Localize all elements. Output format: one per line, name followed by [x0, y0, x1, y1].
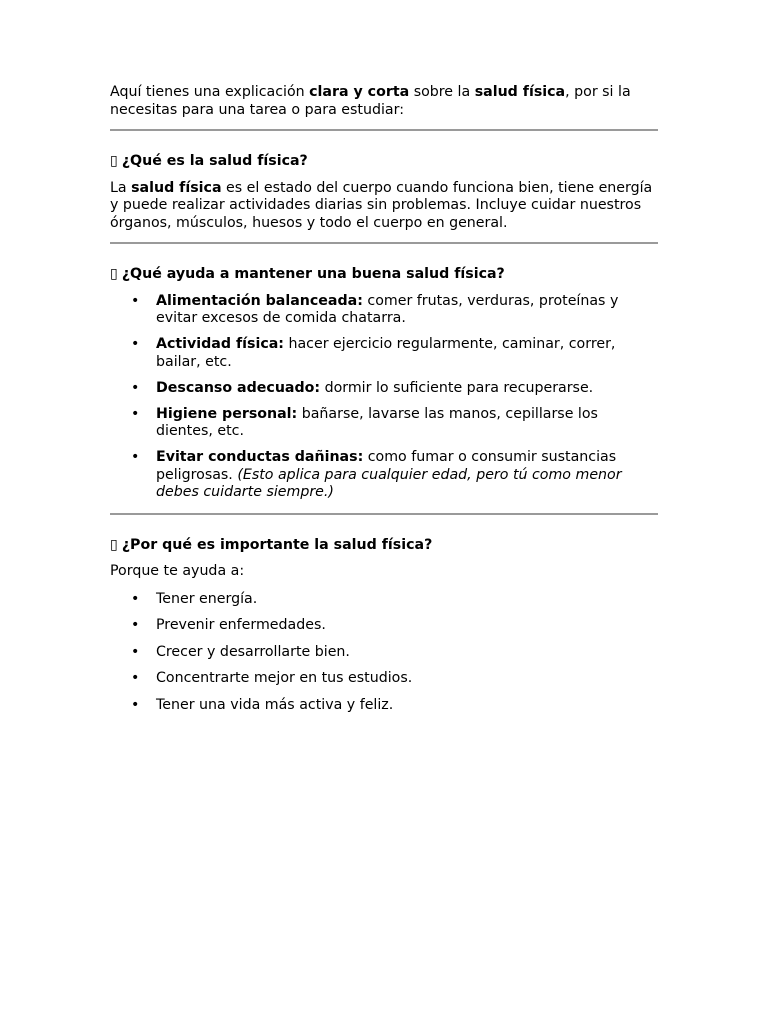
list-item: [110, 617, 658, 635]
divider: [110, 129, 658, 131]
definition-paragraph: [110, 180, 658, 233]
definition-text-1: La: [110, 179, 132, 196]
section-heading-what-is: [110, 153, 658, 171]
document-page: [110, 84, 658, 723]
missing-glyph-icon: ▯: [110, 266, 118, 282]
section-title: ¿Qué ayuda a mantener una buena salud física?: [121, 266, 505, 282]
section-heading-importance: [110, 537, 658, 555]
list-item: [110, 380, 658, 398]
list-item: [110, 449, 658, 502]
intro-text-1: Aquí tienes una explicación: [110, 84, 310, 100]
bullet-icon: •: [131, 449, 140, 465]
bullet-icon: •: [131, 590, 140, 607]
section-heading-maintain: [110, 266, 658, 284]
bullet-icon: •: [131, 292, 140, 309]
divider: [110, 242, 658, 244]
item-text: comer frutas, verduras, proteínas y evitar excesos de comida chatarra.: [156, 292, 619, 326]
missing-glyph-icon: ▯: [110, 153, 118, 169]
intro-bold-1: clara y corta: [309, 84, 410, 100]
section-title: ¿Por qué es importante la salud física?: [121, 536, 433, 553]
bullet-icon: •: [131, 336, 140, 352]
list-item: [110, 591, 658, 609]
item-text: bañarse, lavarse las manos, cepillarse los dientes, etc.: [156, 405, 598, 439]
list-item: [110, 406, 658, 441]
item-label: Evitar conductas dañinas:: [156, 449, 364, 465]
bullet-icon: •: [131, 643, 140, 660]
benefits-list: [110, 591, 658, 715]
item-label: Higiene personal:: [156, 405, 298, 422]
item-text: dormir lo suficiente para recuperarse.: [320, 379, 594, 396]
intro-bold-2: salud física: [474, 84, 566, 100]
section-title: ¿Qué es la salud física?: [121, 153, 308, 169]
bullet-icon: •: [131, 405, 140, 422]
list-item: [110, 336, 658, 371]
intro-paragraph: [110, 84, 658, 119]
item-text: Crecer y desarrollarte bien.: [156, 643, 350, 660]
item-text: Tener una vida más activa y feliz.: [156, 696, 394, 713]
item-text: Tener energía.: [156, 590, 258, 607]
missing-glyph-icon: ▯: [110, 536, 118, 553]
lead-text: Porque te ayuda a:: [110, 563, 245, 579]
intro-text-3: , por si la necesitas para una tarea o para estudiar:: [110, 84, 631, 118]
item-note: (Esto aplica para cualquier edad, pero tú como menor debes cuidarte siempre.): [156, 466, 622, 500]
list-item: [110, 670, 658, 688]
intro-text-2: sobre la: [409, 84, 475, 100]
item-label: Actividad física:: [156, 336, 284, 352]
habits-list: [110, 293, 658, 502]
definition-bold: salud física: [131, 179, 222, 196]
bullet-icon: •: [131, 670, 140, 686]
bullet-icon: •: [131, 617, 140, 633]
bullet-icon: •: [131, 379, 140, 396]
item-text: como fumar o consumir sustancias peligrosas.: [156, 449, 617, 483]
list-item: [110, 293, 658, 328]
item-label: Descanso adecuado:: [156, 379, 321, 396]
divider: [110, 513, 658, 515]
bullet-icon: •: [131, 696, 140, 713]
item-text: Concentrarte mejor en tus estudios.: [156, 670, 413, 686]
definition-text-2: es el estado del cuerpo cuando funciona bien, tiene energía y puede realizar actividades diarias sin problemas. Incluye cuidar nuestros órganos, músculos, huesos y todo el cuerpo en general.: [110, 179, 653, 231]
list-item: [110, 644, 658, 662]
item-label: Alimentación balanceada:: [156, 292, 363, 309]
item-text: hacer ejercicio regularmente, caminar, correr, bailar, etc.: [156, 336, 616, 370]
item-text: Prevenir enfermedades.: [156, 617, 326, 633]
list-item: [110, 697, 658, 715]
